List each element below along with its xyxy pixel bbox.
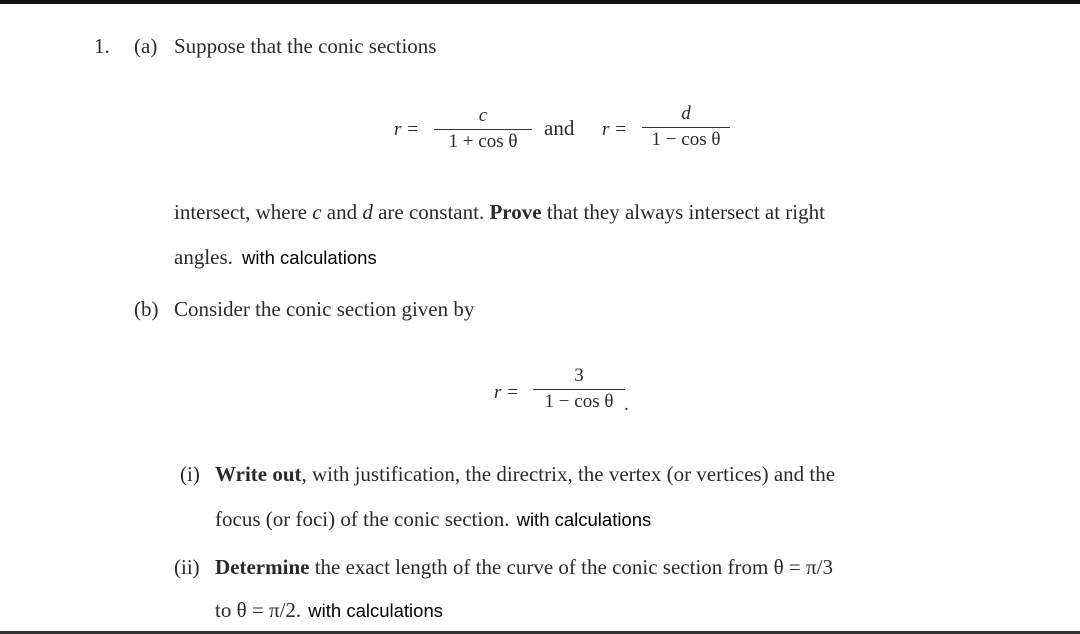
sub-i-line2 [215,507,651,532]
eq2-fraction [642,104,730,150]
sub-i-label: (i) [180,462,200,486]
question-number: 1. [94,34,110,58]
eq3-period: . [624,394,629,415]
eq1-numerator: c [478,105,488,126]
sub-ii-line2 [215,598,443,623]
var-c: c [312,200,322,224]
write-out-keyword: Write out [215,462,302,486]
annotation-b-i: with calculations [516,509,652,530]
prove-keyword: Prove [489,200,542,224]
sub-ii-line1 [215,555,833,580]
part-b-label: (b) [134,297,159,321]
sub-ii-text: the exact length of the curve of the conic section from θ = π/3 [314,555,833,579]
eq2-lhs: r = [602,119,627,140]
sub-i-text-line2: focus (or foci) of the conic section. [215,507,510,531]
text-angles: angles. [174,245,233,269]
part-b-intro: Consider the conic section given by [174,297,475,321]
sub-ii-text-line2: to θ = π/2. [215,598,302,622]
eq3-lhs: r = [494,382,519,403]
eq3-fraction [533,366,625,412]
part-a-body-line1 [174,200,825,225]
annotation-a: with calculations [242,247,377,268]
part-a-body-line2 [174,245,377,270]
eq2-numerator: d [681,103,691,124]
sub-ii-label: (ii) [174,555,200,579]
determine-keyword: Determine [215,555,310,579]
eq3-denominator: 1 − cos θ [544,391,614,413]
sub-i-text: , with justification, the directrix, the vertex (or vertices) and the [301,462,836,486]
eq1-fraction [434,106,532,152]
var-d: d [362,200,373,224]
part-a-intro: Suppose that the conic sections [174,34,437,58]
eq1-denominator: 1 + cos θ [448,131,518,153]
text-right-angles: that they always intersect at right [546,200,825,224]
eq1-lhs: r = [394,119,419,140]
sub-i-line1 [215,462,835,487]
top-border [0,0,1080,4]
eq2-denominator: 1 − cos θ [651,129,721,151]
text-constant: are constant. [378,200,485,224]
text-and: and [326,200,358,224]
text-intersect: intersect, where [174,200,307,224]
part-a-label: (a) [134,34,158,58]
eq-connector: and [544,116,575,140]
eq3-numerator: 3 [574,365,584,386]
annotation-b-ii: with calculations [308,600,443,621]
